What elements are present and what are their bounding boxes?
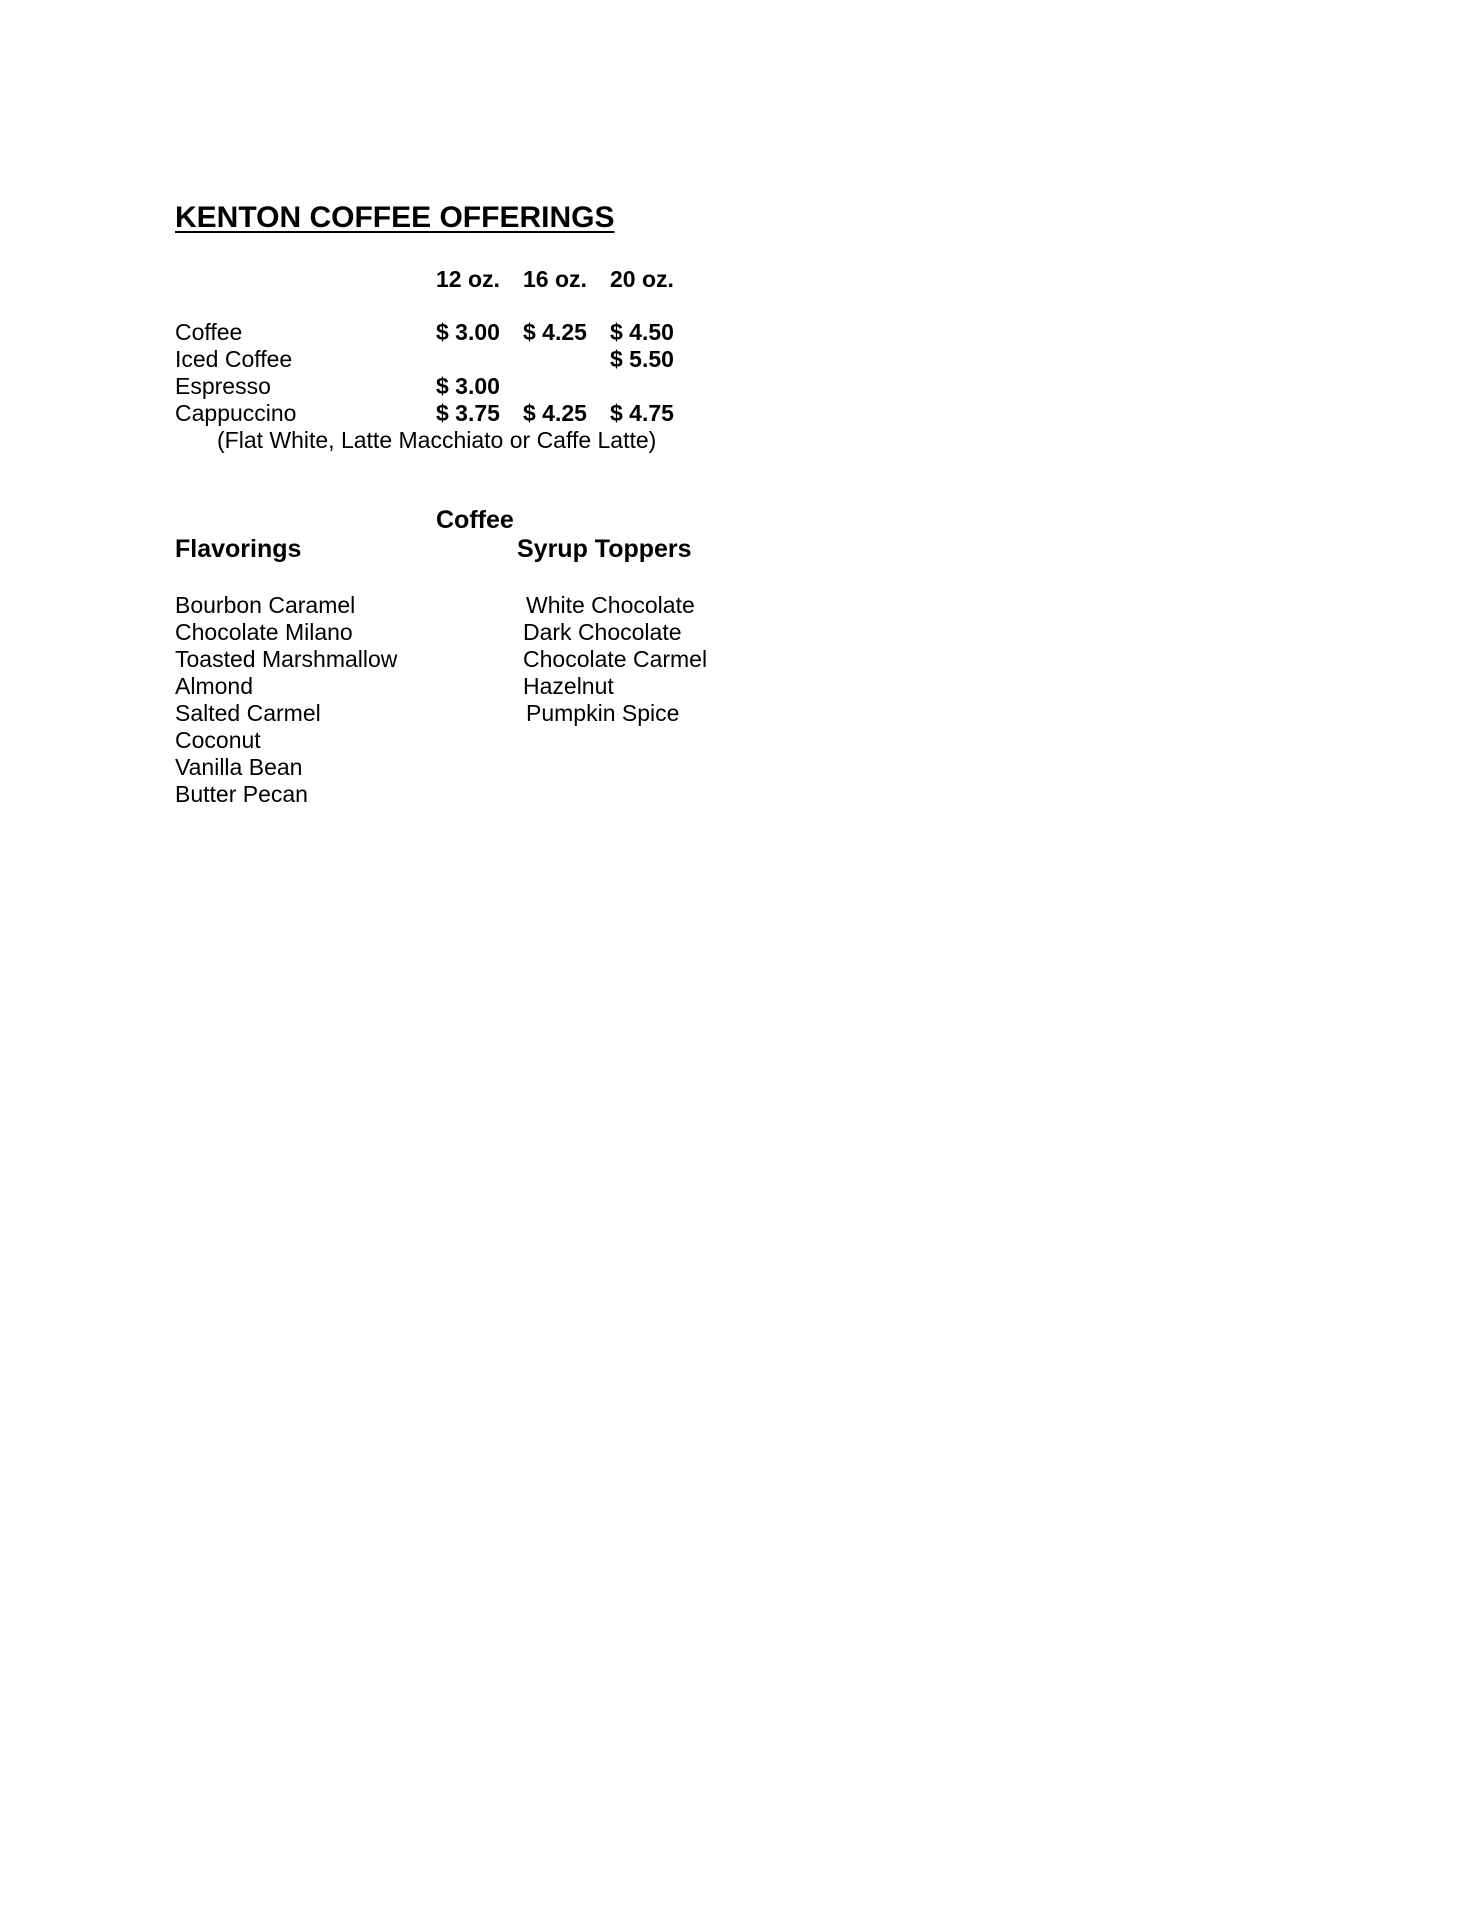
flavoring-item: Toasted Marshmallow xyxy=(175,646,398,672)
cappuccino-note: (Flat White, Latte Macchiato or Caffe Latte) xyxy=(217,427,657,453)
drink-name-espresso: Espresso xyxy=(175,373,271,399)
flavoring-item: Bourbon Caramel xyxy=(175,592,356,618)
price-cappuccino-20oz: $ 4.75 xyxy=(610,400,674,426)
flavoring-item: Salted Carmel xyxy=(175,700,321,726)
price-coffee-12oz: $ 3.00 xyxy=(436,319,500,345)
flavorings-heading: Flavorings xyxy=(175,535,302,563)
topper-item: Chocolate Carmel xyxy=(523,646,708,672)
size-header-16oz: 16 oz. xyxy=(523,266,587,292)
price-cappuccino-12oz: $ 3.75 xyxy=(436,400,500,426)
price-cappuccino-16oz: $ 4.25 xyxy=(523,400,587,426)
flavoring-item: Coconut xyxy=(175,727,261,753)
drink-name-coffee: Coffee xyxy=(175,319,243,345)
drink-name-iced-coffee: Iced Coffee xyxy=(175,346,293,372)
page-title: KENTON COFFEE OFFERINGS xyxy=(175,201,615,234)
topper-item: Dark Chocolate xyxy=(523,619,682,645)
price-coffee-20oz: $ 4.50 xyxy=(610,319,674,345)
drink-name-cappuccino: Cappuccino xyxy=(175,400,297,426)
toppers-heading-line2: Syrup Toppers xyxy=(517,535,692,563)
flavoring-item: Vanilla Bean xyxy=(175,754,303,780)
size-header-20oz: 20 oz. xyxy=(610,266,674,292)
flavoring-item: Chocolate Milano xyxy=(175,619,353,645)
flavoring-item: Almond xyxy=(175,673,253,699)
price-espresso-12oz: $ 3.00 xyxy=(436,373,500,399)
toppers-heading-line1: Coffee xyxy=(436,506,514,534)
price-coffee-16oz: $ 4.25 xyxy=(523,319,587,345)
price-iced-coffee-20oz: $ 5.50 xyxy=(610,346,674,372)
flavoring-item: Butter Pecan xyxy=(175,781,308,807)
size-header-12oz: 12 oz. xyxy=(436,266,500,292)
topper-item: Hazelnut xyxy=(523,673,614,699)
topper-item: White Chocolate xyxy=(526,592,695,618)
topper-item: Pumpkin Spice xyxy=(526,700,680,726)
